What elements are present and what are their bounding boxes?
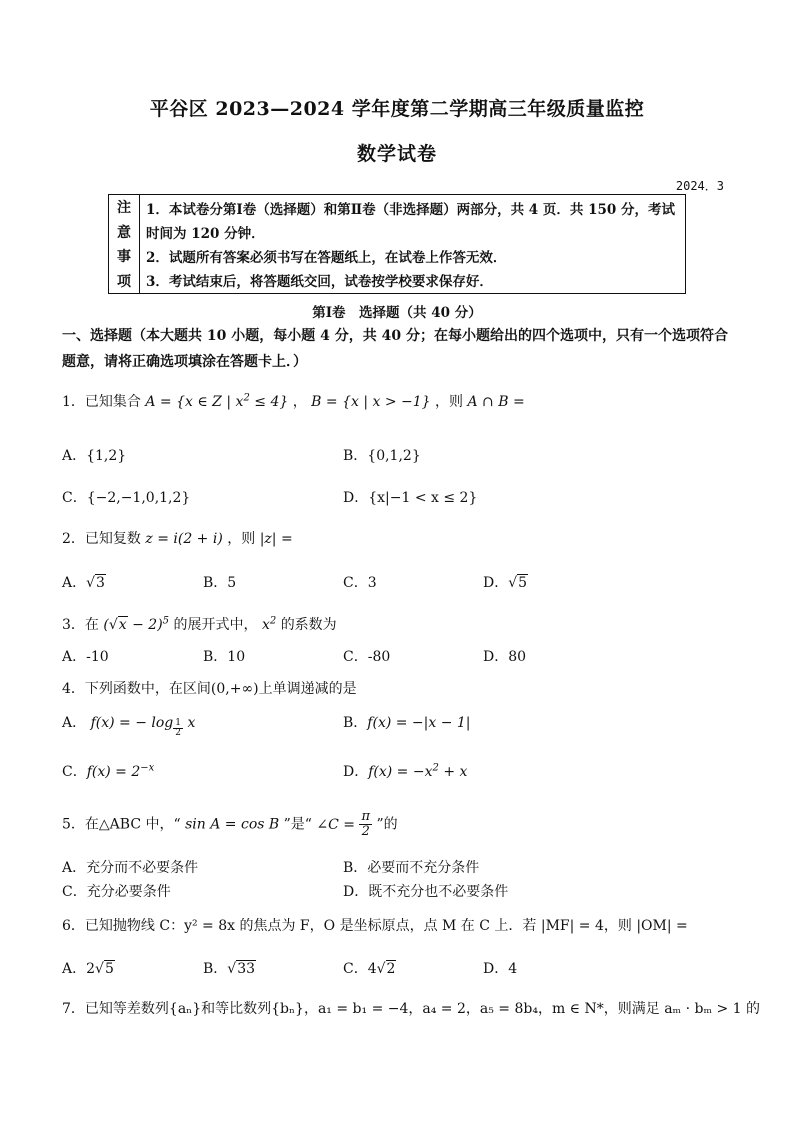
q6-option-a: A．2√5: [62, 961, 114, 977]
q6-option-b: B．√33: [203, 961, 256, 977]
exam-date: 2024．3: [675, 179, 724, 193]
notice-item: 2．试题所有答案必须书写在答题纸上，在试卷上作答无效．: [146, 250, 507, 266]
notice-label: [109, 195, 140, 293]
q4-option-a: A． f(x) = − log $_{\frac{1}{2}}$ x: [62, 715, 196, 738]
notice-box: [108, 194, 686, 294]
section-heading: 第Ⅰ卷 选择题（共 40 分）: [312, 305, 482, 321]
math-expression: A = {x ∈ Z | $x^2 \le 4$}: [145, 392, 289, 410]
q4-option-d: D．$f(x) = -x^2 + x$: [343, 762, 468, 780]
q5-option-b: B．必要而不充分条件: [343, 860, 480, 876]
math-expression: $(√x - 2)^5$: [103, 615, 170, 633]
q1-option-b: B．{0,1,2}: [343, 448, 421, 464]
q5-option-a: A．充分而不必要条件: [62, 860, 199, 876]
exam-title: 平谷区 2023—2024 学年度第二学期高三年级质量监控: [149, 98, 645, 120]
section-instruction: 一、选择题（本大题共 10 小题，每小题 4 分，共 40 分；在每小题给出的四个选项中，只有一个选项符合题意，请将正确选项填涂在答题卡上．）: [62, 328, 728, 370]
q2-option-c: C．3: [343, 575, 377, 591]
math-expression: A ∩ B =: [467, 394, 525, 410]
q2-option-d: D．√5: [483, 575, 528, 591]
math-expression: B = {x | x > −1}: [311, 394, 431, 410]
q3-option-c: C．-80: [343, 649, 391, 665]
question-6-stem: 6．已知抛物线 C：y² = 8x 的焦点为 F，O 是坐标原点，点 M 在 C 上．若 |MF| = 4，则 |OM| =: [62, 918, 688, 934]
notice-item: 1．本试卷分第Ⅰ卷（选择题）和第Ⅱ卷（非选择题）两部分，共 4 页．共 150 分，考试时间为 120 分钟．: [146, 202, 675, 242]
question-1-stem: 1．已知集合 A = {x ∈ Z | $x^2 \le 4$} ， B = {x | x > −1} ，则 A ∩ B =: [62, 392, 525, 410]
question-5-stem: 5．在△ABC 中，“ sin A = cos B ”是“ ∠C = $\frac{\pi}{2}$ ”的: [62, 809, 398, 839]
notice-label-char: 事: [117, 249, 131, 266]
q3-option-d: D．80: [483, 649, 527, 665]
q2-option-b: B．5: [203, 575, 237, 591]
q1-option-d: D．{x|−1 < x ≤ 2}: [343, 490, 478, 506]
math-expression: z = i(2 + i): [145, 531, 223, 547]
q6-option-c: C．4√2: [343, 961, 396, 977]
q4-option-b: B．f(x) = −|x − 1|: [343, 715, 471, 731]
notice-label-char: 意: [117, 224, 131, 241]
notice-label-char: 项: [117, 273, 131, 290]
q1-option-a: A．{1,2}: [62, 448, 127, 464]
q2-option-a: A．√3: [62, 575, 105, 591]
exam-subtitle: 数学试卷: [356, 143, 437, 165]
q3-option-a: A．-10: [62, 649, 109, 665]
math-expression: ∠C = $\frac{\pi}{2}$: [316, 809, 371, 839]
q4-option-c: C．$f(x) = 2^{-x}$: [62, 762, 155, 780]
math-expression: |z| =: [259, 531, 293, 547]
q5-option-c: C．充分必要条件: [62, 884, 171, 900]
math-expression: $x^2$: [261, 615, 277, 633]
notice-item: 3．考试结束后，将答题纸交回，试卷按学校要求保存好．: [146, 274, 493, 290]
q1-option-c: C．{−2,−1,0,1,2}: [62, 490, 191, 506]
question-2-stem: 2．已知复数 z = i(2 + i) ，则 |z| =: [62, 531, 293, 547]
q5-option-d: D．既不充分也不必要条件: [343, 884, 509, 900]
q6-option-d: D．4: [483, 961, 518, 977]
notice-label-char: 注: [117, 200, 131, 217]
question-7-stem: 7．已知等差数列{aₙ}和等比数列{bₙ}，a₁ = b₁ = −4，a₄ = 2，a₅ = 8b₄，m ∈ N*，则满足 aₘ · bₘ > 1 的: [62, 1001, 761, 1017]
notice-body: [140, 195, 685, 293]
math-expression: sin A = cos B: [185, 816, 280, 833]
q3-option-b: B．10: [203, 649, 246, 665]
question-3-stem: 3．在 $(√x - 2)^5$ 的展开式中， $x^2$ 的系数为: [62, 615, 337, 633]
question-4-stem: 4．下列函数中，在区间(0,+∞)上单调递减的是: [62, 681, 357, 697]
